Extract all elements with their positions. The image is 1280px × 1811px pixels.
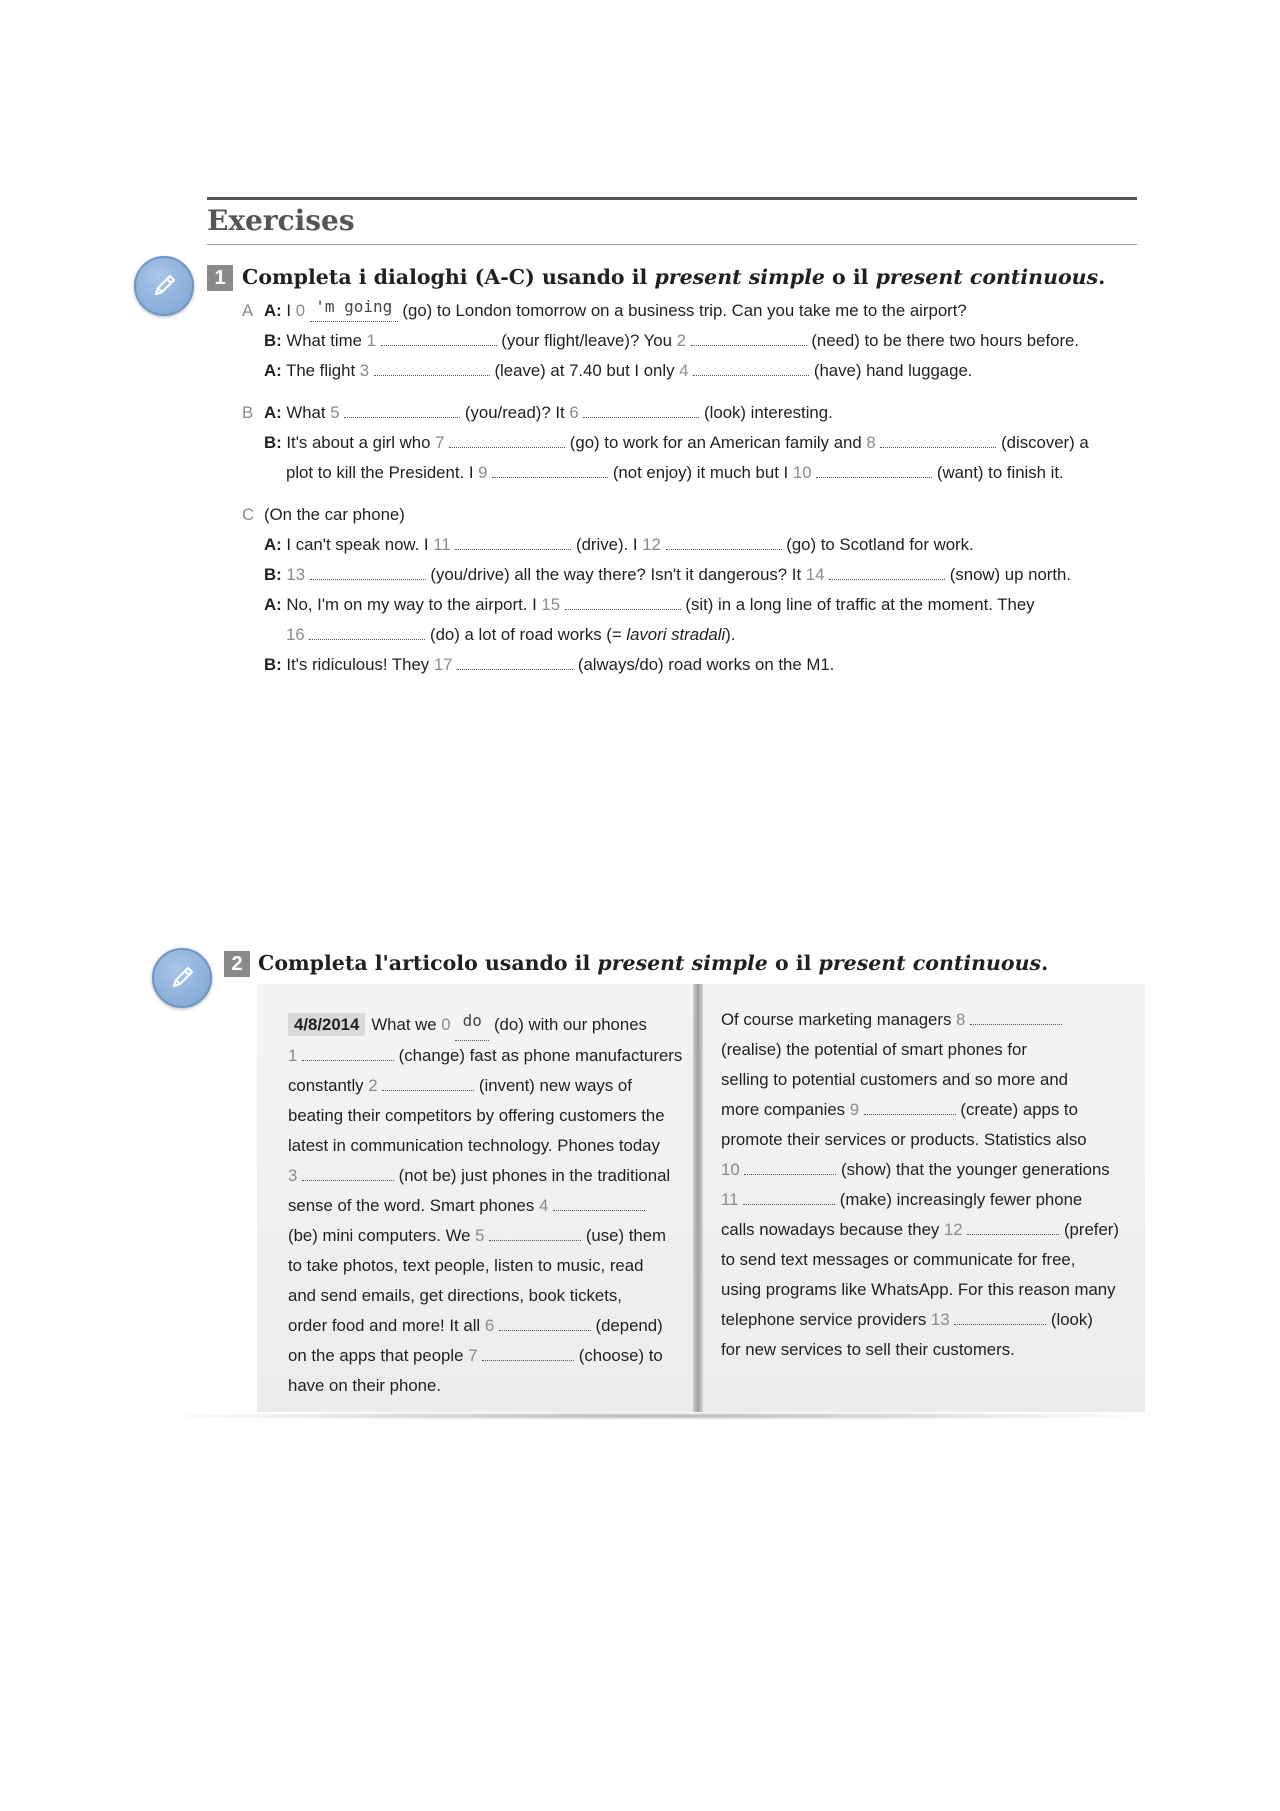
answer-blank[interactable] <box>744 1160 836 1175</box>
answer-blank[interactable] <box>344 403 460 418</box>
header-rule-top <box>207 197 1137 200</box>
answer-blank[interactable] <box>482 1346 574 1361</box>
answer-blank[interactable] <box>666 535 782 550</box>
answer-blank[interactable] <box>743 1190 835 1205</box>
dialogue-line: A: No, I'm on my way to the airport. I 15 (sit) in a long line of traffic at the moment. They <box>264 595 1035 614</box>
answer-blank[interactable] <box>691 331 807 346</box>
answer-blank[interactable] <box>693 361 809 376</box>
answer-blank[interactable] <box>492 463 608 478</box>
answer-blank[interactable] <box>565 595 681 610</box>
answer-blank[interactable] <box>489 1226 581 1241</box>
answer-blank[interactable] <box>382 1076 474 1091</box>
answer-blank[interactable] <box>816 463 932 478</box>
section-letter: C <box>242 505 255 524</box>
pencil-icon <box>134 256 194 316</box>
article-right-column: Of course marketing managers 8 (realise) the potential of smart phones for selling to potential customers and so more and more companies 9 (create) apps to promote their services or products. Statistics also 10 (show) that the younger generations 11 (make) increasingly fewer phone calls nowadays because they 12 (prefer) to send text messages or communicate for free, using programs like WhatsApp. For this reason many telephone service providers 13 (look) for new services to sell their customers. <box>721 1010 1119 1359</box>
answer-example: 'm going <box>310 301 398 322</box>
pencil-icon <box>152 948 212 1008</box>
section-letter: B <box>242 403 254 422</box>
answer-blank[interactable] <box>967 1220 1059 1235</box>
dialogue-line: A: I can't speak now. I 11 (drive). I 12 (go) to Scotland for work. <box>264 535 974 554</box>
answer-blank[interactable] <box>583 403 699 418</box>
dialogue-line: 16 (do) a lot of road works (= lavori stradali). <box>286 625 736 644</box>
answer-blank[interactable] <box>970 1010 1062 1025</box>
article-shadow <box>140 1412 1170 1420</box>
dialogue-line: A A: I 0 'm going (go) to London tomorrow on a business trip. Can you take me to the airport? <box>242 297 967 320</box>
answer-example: do <box>455 1010 489 1041</box>
dialogue-line: B: It's ridiculous! They 17 (always/do) road works on the M1. <box>264 655 835 674</box>
exercise-number: 1 <box>207 265 233 291</box>
answer-blank[interactable] <box>455 535 571 550</box>
answer-blank[interactable] <box>302 1166 394 1181</box>
article-date: 4/8/2014 <box>288 1013 365 1036</box>
answer-blank[interactable] <box>880 433 996 448</box>
answer-blank[interactable] <box>449 433 565 448</box>
section-letter: A <box>242 301 254 320</box>
answer-blank[interactable] <box>302 1046 394 1061</box>
article-spine <box>693 984 703 1412</box>
exercise-number: 2 <box>224 951 250 977</box>
article-left-column: 4/8/2014 What we 0 do (do) with our phones 1 (change) fast as phone manufacturers constantly 2 (invent) new ways of beating their competitors by offering customers the latest in communication technology. Phones today 3 (not be) just phones in the traditional sense of the word. Smart phones 4 (be) mini computers. We 5 (use) them to take photos, text people, listen to music, read and send emails, get directions, book tickets, order food and more! It all 6 (depend) on the apps that people 7 (choose) to have on their phone. <box>288 1011 683 1395</box>
exercise-instruction: Completa l'articolo usando il present simple o il present continuous. <box>258 951 1049 975</box>
answer-blank[interactable] <box>864 1100 956 1115</box>
dialogue-line: B: It's about a girl who 7 (go) to work for an American family and 8 (discover) a <box>264 433 1089 452</box>
answer-blank[interactable] <box>499 1316 591 1331</box>
header-rule-bottom <box>207 244 1137 245</box>
answer-blank[interactable] <box>310 565 426 580</box>
answer-blank[interactable] <box>954 1310 1046 1325</box>
dialogue-line: plot to kill the President. I 9 (not enjoy) it much but I 10 (want) to finish it. <box>286 463 1064 482</box>
dialogue-line: A: The flight 3 (leave) at 7.40 but I only 4 (have) hand luggage. <box>264 361 973 380</box>
dialogue-line: B A: What 5 (you/read)? It 6 (look) interesting. <box>242 403 833 422</box>
answer-blank[interactable] <box>457 655 573 670</box>
exercise-instruction: Completa i dialoghi (A-C) usando il present simple o il present continuous. <box>242 265 1106 289</box>
answer-blank[interactable] <box>829 565 945 580</box>
dialogue-line: B: 13 (you/drive) all the way there? Isn't it dangerous? It 14 (snow) up north. <box>264 565 1072 584</box>
answer-blank[interactable] <box>381 331 497 346</box>
page-title: Exercises <box>207 204 355 237</box>
answer-blank[interactable] <box>553 1196 645 1211</box>
dialogue-line: B: What time 1 (your flight/leave)? You 2 (need) to be there two hours before. <box>264 331 1080 350</box>
dialogue-line: C (On the car phone) <box>242 505 405 524</box>
answer-blank[interactable] <box>374 361 490 376</box>
answer-blank[interactable] <box>309 625 425 640</box>
